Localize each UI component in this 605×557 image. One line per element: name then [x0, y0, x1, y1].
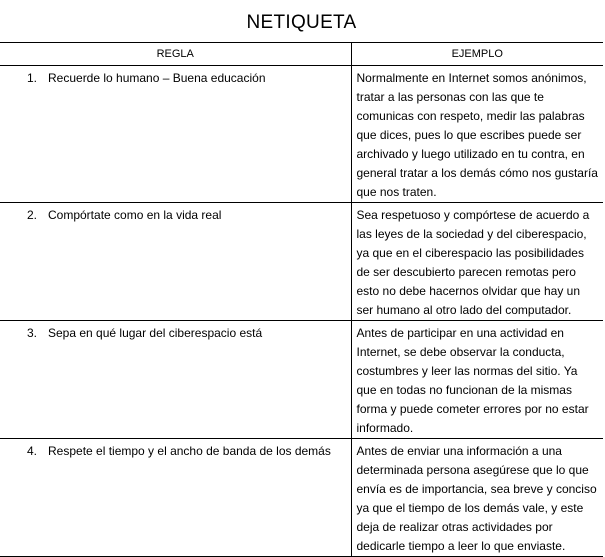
title-row: [0, 0, 603, 43]
rule-cell: [0, 321, 351, 439]
rule-number: 1.: [27, 71, 38, 85]
example-text: Sea respetuoso y compórtese de acuerdo a las leyes de la sociedad y del ciberespacio, ya que en el ciberespacio las posibilidades de ser descubierto parecen remotas pero esto no debe hacernos olvidar que hay un ser humano al otro lado del computador.: [356, 208, 590, 317]
table-row: [0, 321, 603, 439]
example-cell: [351, 439, 603, 557]
rule-cell: [0, 439, 351, 557]
rule-label: Respete el tiempo y el ancho de banda de los demás: [48, 444, 331, 458]
rule-cell: [0, 66, 351, 203]
rule-number: 4.: [27, 444, 38, 458]
table-row: [0, 66, 603, 203]
document-title-cell: [0, 0, 603, 43]
rule-cell: [0, 203, 351, 321]
rule-number: 2.: [27, 208, 38, 222]
column-header-example: EJEMPLO: [351, 43, 603, 66]
example-cell: [351, 66, 603, 203]
rule-label: Sepa en qué lugar del ciberespacio está: [48, 326, 263, 340]
rule-text: [0, 321, 351, 341]
table-row: [0, 203, 603, 321]
table-row: [0, 439, 603, 557]
rule-label: Recuerde lo humano – Buena educación: [48, 71, 266, 85]
rule-text: [0, 439, 351, 459]
example-text: Normalmente en Internet somos anónimos, tratar a las personas con las que te comunicas con respeto, medir las palabras que dices, pues lo que escribes puede ser archivado y luego utilizado en tu contra, en general tratar a los demás cómo nos gustaría que nos traten.: [356, 71, 598, 199]
example-text: Antes de participar en una actividad en Internet, se debe observar la conducta, costumbres y leer las normas del sitio. Ya que en todas no funcionan de la mismas forma y puede cometer errores por no estar informado.: [356, 326, 589, 435]
header-row: [0, 43, 603, 66]
example-text: Antes de enviar una información a una determinada persona asegúrese que lo que envía es de importancia, sea breve y conciso ya que el tiempo de los demás vale, y este deja de realizar otras actividades por dedicarle tiempo a leer lo que enviaste.: [356, 444, 597, 553]
example-cell: [351, 203, 603, 321]
example-cell: [351, 321, 603, 439]
rule-text: [0, 203, 351, 223]
rule-label: Compórtate como en la vida real: [48, 208, 222, 222]
document-title: NETIQUETA: [246, 11, 357, 33]
column-header-rule: REGLA: [0, 43, 351, 66]
rule-text: [0, 66, 351, 86]
rule-number: 3.: [27, 326, 38, 340]
